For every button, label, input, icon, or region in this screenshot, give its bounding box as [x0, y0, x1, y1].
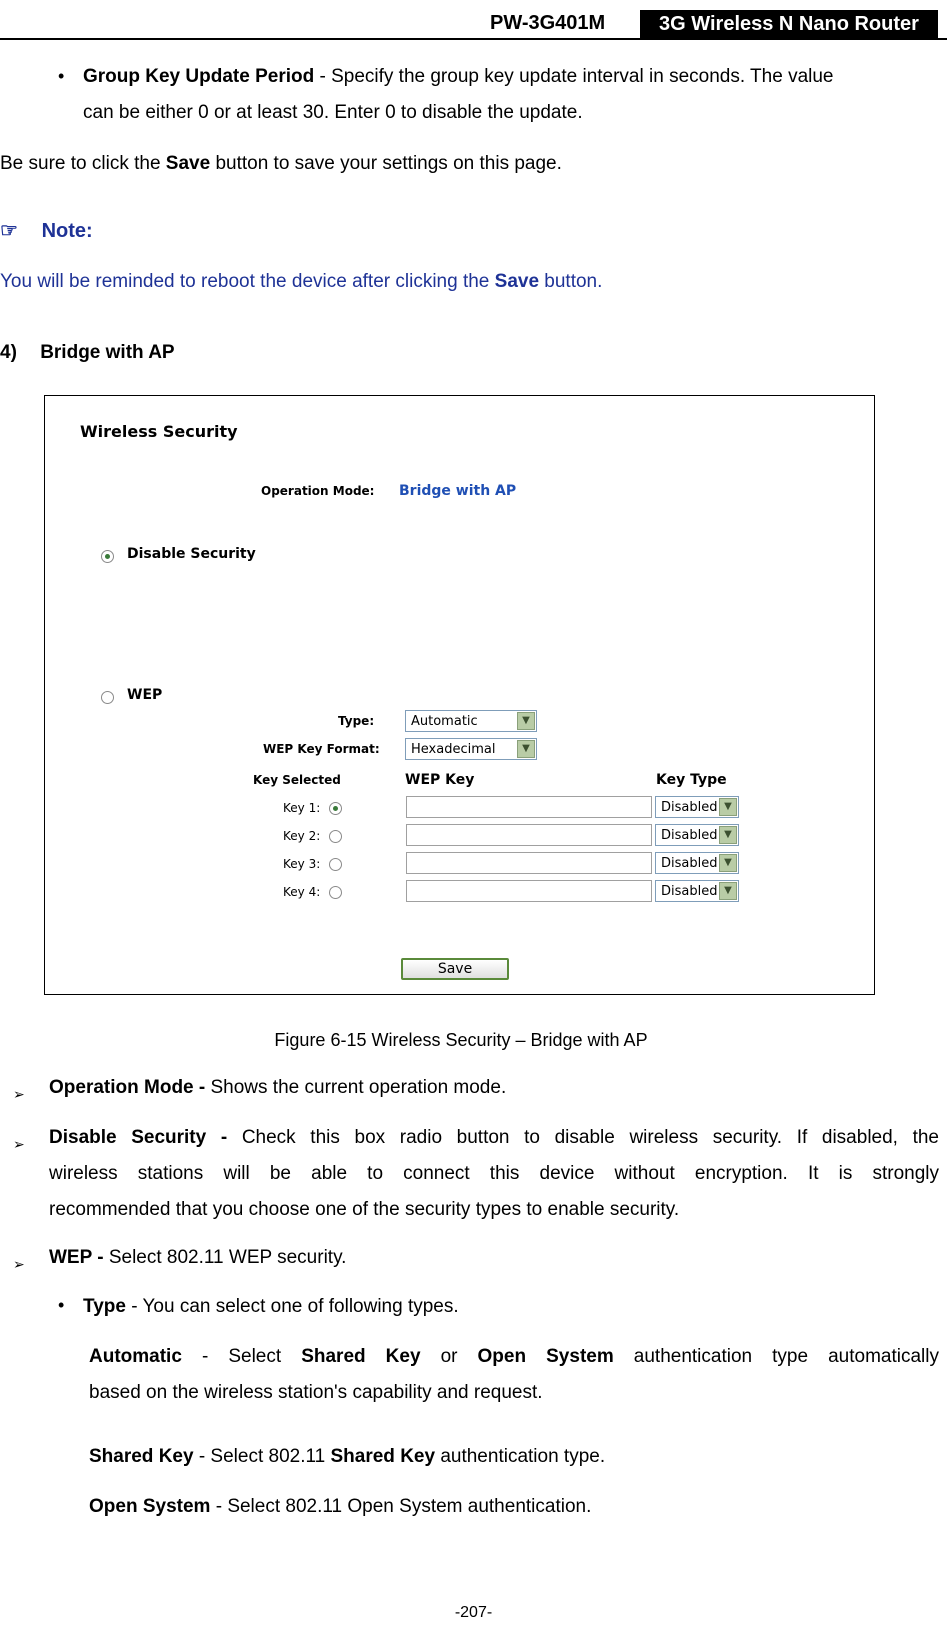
key-1-type-select[interactable]: Disabled ▼	[655, 796, 739, 818]
chevron-down-icon: ▼	[517, 712, 535, 730]
key-1-label: Key 1:	[283, 801, 321, 815]
header-rule	[0, 38, 947, 40]
bullet-dot-icon: •	[58, 1295, 65, 1315]
arrow-bullet-icon: ➢	[13, 1086, 25, 1102]
chevron-down-icon: ▼	[719, 826, 737, 844]
chevron-down-icon: ▼	[719, 854, 737, 872]
wireless-security-figure	[44, 395, 875, 995]
disable-security-label: Disable Security	[127, 546, 256, 562]
key-2-label: Key 2:	[283, 829, 321, 843]
note-text: You will be reminded to reboot the device after clicking the Save button.	[0, 271, 603, 292]
save-reminder: Be sure to click the Save button to save your settings on this page.	[0, 153, 562, 174]
automatic-desc: Automatic - Select Shared Key or Open System authentication type automatically based on the wireless station's capability and request.	[89, 1346, 939, 1403]
wep-key-format-label: WEP Key Format:	[263, 742, 380, 756]
operation-mode-label: Operation Mode:	[261, 484, 375, 498]
key-4-label: Key 4:	[283, 885, 321, 899]
disable-security-desc: Disable Security - Check this box radio button to disable wireless security. If disabled, the wireless stations will be able to connect this device without encryption. It is strongly recommended that you choose one of the security types to enable security.	[49, 1127, 939, 1220]
figure-caption: Figure 6-15 Wireless Security – Bridge with AP	[274, 1030, 648, 1050]
key-4-type-select[interactable]: Disabled ▼	[655, 880, 739, 902]
chevron-down-icon: ▼	[719, 882, 737, 900]
key-3-label: Key 3:	[283, 857, 321, 871]
key-type-header: Key Type	[656, 772, 727, 788]
key-4-input[interactable]	[406, 880, 652, 902]
key-3-input[interactable]	[406, 852, 652, 874]
key-3-radio[interactable]	[329, 858, 342, 871]
wep-key-format-select[interactable]: Hexadecimal ▼	[405, 738, 537, 760]
key-1-input[interactable]	[406, 796, 652, 818]
group-key-title: Group Key Update Period	[83, 66, 315, 87]
open-system-desc: Open System - Select 802.11 Open System authentication.	[89, 1496, 592, 1517]
key-1-radio[interactable]	[329, 802, 342, 815]
bullet-dot-icon: •	[58, 66, 65, 86]
chevron-down-icon: ▼	[719, 798, 737, 816]
note-heading: ☞ Note:	[0, 220, 93, 242]
type-select[interactable]: Automatic ▼	[405, 710, 537, 732]
header-model: PW-3G401M	[490, 12, 606, 34]
shared-key-desc: Shared Key - Select 802.11 Shared Key authentication type.	[89, 1446, 606, 1467]
header-product: 3G Wireless N Nano Router	[640, 10, 938, 38]
key-2-input[interactable]	[406, 824, 652, 846]
page-number: -207-	[454, 1604, 493, 1621]
chevron-down-icon: ▼	[517, 740, 535, 758]
section-heading: 4) Bridge with AP	[0, 342, 175, 363]
page-header	[0, 0, 947, 40]
arrow-bullet-icon: ➢	[13, 1256, 25, 1272]
operation-mode-value: Bridge with AP	[399, 483, 517, 499]
type-desc: Type - You can select one of following types.	[83, 1296, 459, 1317]
key-2-radio[interactable]	[329, 830, 342, 843]
key-4-radio[interactable]	[329, 886, 342, 899]
operation-mode-desc: Operation Mode - Shows the current operation mode.	[49, 1077, 507, 1098]
arrow-bullet-icon: ➢	[13, 1136, 25, 1152]
type-label: Type:	[338, 714, 375, 728]
save-button[interactable]: Save	[401, 958, 509, 980]
key-2-type-select[interactable]: Disabled ▼	[655, 824, 739, 846]
wep-desc: WEP - Select 802.11 WEP security.	[49, 1247, 347, 1268]
disable-security-radio[interactable]	[101, 550, 114, 563]
wep-radio[interactable]	[101, 691, 114, 704]
figure-title: Wireless Security	[80, 422, 238, 441]
group-key-paragraph: Group Key Update Period - Specify the group key update interval in seconds. The value can be either 0 or at least 30. Enter 0 to disable the update.	[83, 66, 834, 123]
key-selected-header: Key Selected	[253, 773, 341, 787]
pointing-hand-icon: ☞	[0, 220, 18, 242]
wep-key-header: WEP Key	[405, 772, 475, 788]
key-3-type-select[interactable]: Disabled ▼	[655, 852, 739, 874]
wep-label: WEP	[127, 687, 163, 703]
